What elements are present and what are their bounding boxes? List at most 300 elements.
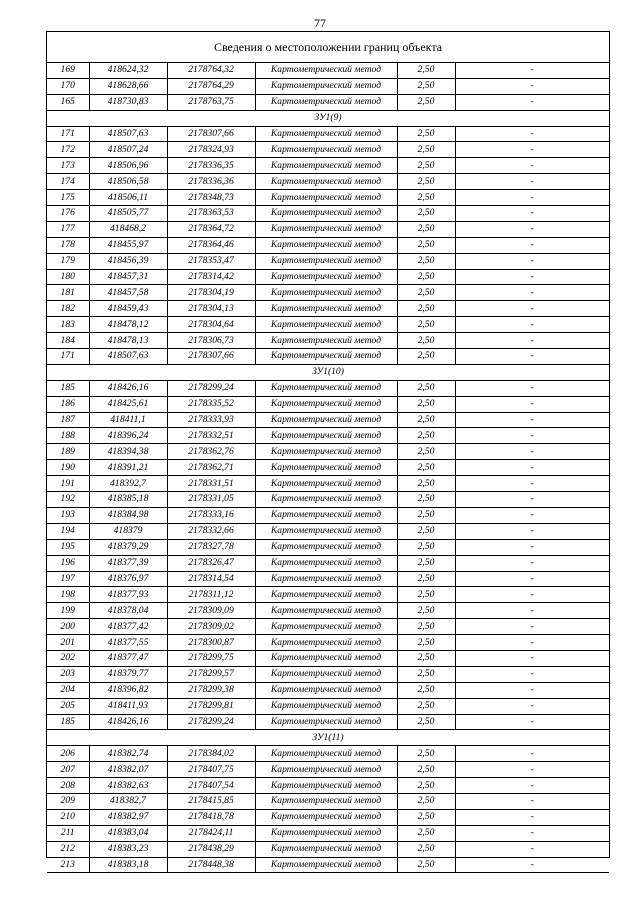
note-cell: - <box>455 301 609 317</box>
method-cell: Картометрический метод <box>255 857 397 873</box>
table-row <box>47 317 609 333</box>
point-number-cell: 199 <box>47 603 89 619</box>
method-cell: Картометрический метод <box>255 523 397 539</box>
table-row <box>47 269 609 285</box>
point-number-cell: 179 <box>47 253 89 269</box>
y-coordinate-cell: 2178299,81 <box>167 698 255 714</box>
y-coordinate-cell: 2178299,24 <box>167 714 255 730</box>
method-cell: Картометрический метод <box>255 158 397 174</box>
table-row <box>47 174 609 190</box>
note-cell: - <box>455 460 609 476</box>
y-coordinate-cell: 2178418,78 <box>167 809 255 825</box>
method-cell: Картометрический метод <box>255 682 397 698</box>
method-cell: Картометрический метод <box>255 746 397 762</box>
accuracy-cell: 2,50 <box>397 825 455 841</box>
x-coordinate-cell: 418382,7 <box>89 793 167 809</box>
note-cell: - <box>455 476 609 492</box>
y-coordinate-cell: 2178407,75 <box>167 762 255 778</box>
point-number-cell: 204 <box>47 682 89 698</box>
point-number-cell: 200 <box>47 619 89 635</box>
accuracy-cell: 2,50 <box>397 619 455 635</box>
method-cell: Картометрический метод <box>255 666 397 682</box>
point-number-cell: 184 <box>47 333 89 349</box>
note-cell: - <box>455 682 609 698</box>
point-number-cell: 209 <box>47 793 89 809</box>
section-label: ЗУ1(11) <box>47 730 609 746</box>
y-coordinate-cell: 2178300,87 <box>167 635 255 651</box>
y-coordinate-cell: 2178331,05 <box>167 492 255 508</box>
y-coordinate-cell: 2178304,64 <box>167 317 255 333</box>
y-coordinate-cell: 2178424,11 <box>167 825 255 841</box>
accuracy-cell: 2,50 <box>397 809 455 825</box>
note-cell: - <box>455 698 609 714</box>
y-coordinate-cell: 2178299,75 <box>167 650 255 666</box>
y-coordinate-cell: 2178304,19 <box>167 285 255 301</box>
point-number-cell: 171 <box>47 349 89 365</box>
point-number-cell: 198 <box>47 587 89 603</box>
table-row <box>47 571 609 587</box>
x-coordinate-cell: 418507,63 <box>89 349 167 365</box>
y-coordinate-cell: 2178333,93 <box>167 412 255 428</box>
accuracy-cell: 2,50 <box>397 507 455 523</box>
table-row <box>47 778 609 794</box>
table-row <box>47 206 609 222</box>
x-coordinate-cell: 418506,96 <box>89 158 167 174</box>
table-row <box>47 825 609 841</box>
point-number-cell: 186 <box>47 396 89 412</box>
accuracy-cell: 2,50 <box>397 523 455 539</box>
note-cell: - <box>455 809 609 825</box>
method-cell: Картометрический метод <box>255 714 397 730</box>
x-coordinate-cell: 418455,97 <box>89 237 167 253</box>
x-coordinate-cell: 418382,74 <box>89 746 167 762</box>
note-cell: - <box>455 412 609 428</box>
accuracy-cell: 2,50 <box>397 460 455 476</box>
point-number-cell: 195 <box>47 539 89 555</box>
note-cell: - <box>455 174 609 190</box>
method-cell: Картометрический метод <box>255 253 397 269</box>
point-number-cell: 182 <box>47 301 89 317</box>
note-cell: - <box>455 333 609 349</box>
note-cell: - <box>455 78 609 94</box>
x-coordinate-cell: 418383,23 <box>89 841 167 857</box>
x-coordinate-cell: 418507,63 <box>89 126 167 142</box>
accuracy-cell: 2,50 <box>397 650 455 666</box>
x-coordinate-cell: 418383,18 <box>89 857 167 873</box>
table-row <box>47 714 609 730</box>
accuracy-cell: 2,50 <box>397 587 455 603</box>
table-row <box>47 809 609 825</box>
note-cell: - <box>455 507 609 523</box>
accuracy-cell: 2,50 <box>397 666 455 682</box>
method-cell: Картометрический метод <box>255 396 397 412</box>
x-coordinate-cell: 418379,77 <box>89 666 167 682</box>
table-row <box>47 237 609 253</box>
point-number-cell: 188 <box>47 428 89 444</box>
table-row <box>47 63 609 78</box>
y-coordinate-cell: 2178299,38 <box>167 682 255 698</box>
method-cell: Картометрический метод <box>255 142 397 158</box>
point-number-cell: 169 <box>47 63 89 78</box>
note-cell: - <box>455 492 609 508</box>
point-number-cell: 202 <box>47 650 89 666</box>
point-number-cell: 208 <box>47 778 89 794</box>
note-cell: - <box>455 94 609 110</box>
method-cell: Картометрический метод <box>255 444 397 460</box>
accuracy-cell: 2,50 <box>397 444 455 460</box>
point-number-cell: 181 <box>47 285 89 301</box>
method-cell: Картометрический метод <box>255 825 397 841</box>
note-cell: - <box>455 428 609 444</box>
point-number-cell: 172 <box>47 142 89 158</box>
coordinates-table <box>47 63 609 873</box>
x-coordinate-cell: 418425,61 <box>89 396 167 412</box>
x-coordinate-cell: 418506,11 <box>89 190 167 206</box>
y-coordinate-cell: 2178299,57 <box>167 666 255 682</box>
y-coordinate-cell: 2178314,54 <box>167 571 255 587</box>
point-number-cell: 210 <box>47 809 89 825</box>
point-number-cell: 180 <box>47 269 89 285</box>
method-cell: Картометрический метод <box>255 269 397 285</box>
note-cell: - <box>455 221 609 237</box>
table-row <box>47 841 609 857</box>
note-cell: - <box>455 317 609 333</box>
page-number: 77 <box>314 16 326 30</box>
method-cell: Картометрический метод <box>255 380 397 396</box>
x-coordinate-cell: 418377,42 <box>89 619 167 635</box>
method-cell: Картометрический метод <box>255 460 397 476</box>
y-coordinate-cell: 2178384,02 <box>167 746 255 762</box>
accuracy-cell: 2,50 <box>397 762 455 778</box>
note-cell: - <box>455 603 609 619</box>
point-number-cell: 194 <box>47 523 89 539</box>
table-row <box>47 635 609 651</box>
y-coordinate-cell: 2178348,73 <box>167 190 255 206</box>
method-cell: Картометрический метод <box>255 94 397 110</box>
x-coordinate-cell: 418506,58 <box>89 174 167 190</box>
y-coordinate-cell: 2178364,72 <box>167 221 255 237</box>
y-coordinate-cell: 2178438,29 <box>167 841 255 857</box>
y-coordinate-cell: 2178331,51 <box>167 476 255 492</box>
note-cell: - <box>455 555 609 571</box>
note-cell: - <box>455 285 609 301</box>
x-coordinate-cell: 418478,12 <box>89 317 167 333</box>
accuracy-cell: 2,50 <box>397 492 455 508</box>
accuracy-cell: 2,50 <box>397 94 455 110</box>
method-cell: Картометрический метод <box>255 539 397 555</box>
method-cell: Картометрический метод <box>255 206 397 222</box>
table-row <box>47 523 609 539</box>
note-cell: - <box>455 825 609 841</box>
x-coordinate-cell: 418478,13 <box>89 333 167 349</box>
y-coordinate-cell: 2178309,02 <box>167 619 255 635</box>
method-cell: Картометрический метод <box>255 301 397 317</box>
y-coordinate-cell: 2178309,09 <box>167 603 255 619</box>
table-row <box>47 857 609 873</box>
note-cell: - <box>455 523 609 539</box>
x-coordinate-cell: 418383,04 <box>89 825 167 841</box>
point-number-cell: 187 <box>47 412 89 428</box>
note-cell: - <box>455 714 609 730</box>
accuracy-cell: 2,50 <box>397 253 455 269</box>
accuracy-cell: 2,50 <box>397 396 455 412</box>
boundary-table-frame <box>46 31 610 870</box>
note-cell: - <box>455 635 609 651</box>
point-number-cell: 203 <box>47 666 89 682</box>
table-row <box>47 412 609 428</box>
note-cell: - <box>455 63 609 78</box>
x-coordinate-cell: 418628,66 <box>89 78 167 94</box>
note-cell: - <box>455 126 609 142</box>
y-coordinate-cell: 2178307,66 <box>167 349 255 365</box>
x-coordinate-cell: 418624,32 <box>89 63 167 78</box>
accuracy-cell: 2,50 <box>397 78 455 94</box>
table-row <box>47 762 609 778</box>
x-coordinate-cell: 418507,24 <box>89 142 167 158</box>
method-cell: Картометрический метод <box>255 63 397 78</box>
accuracy-cell: 2,50 <box>397 746 455 762</box>
note-cell: - <box>455 142 609 158</box>
method-cell: Картометрический метод <box>255 190 397 206</box>
accuracy-cell: 2,50 <box>397 571 455 587</box>
accuracy-cell: 2,50 <box>397 349 455 365</box>
method-cell: Картометрический метод <box>255 762 397 778</box>
table-row <box>47 158 609 174</box>
table-row <box>47 682 609 698</box>
x-coordinate-cell: 418382,97 <box>89 809 167 825</box>
point-number-cell: 165 <box>47 94 89 110</box>
x-coordinate-cell: 418426,16 <box>89 380 167 396</box>
note-cell: - <box>455 349 609 365</box>
note-cell: - <box>455 857 609 873</box>
y-coordinate-cell: 2178314,42 <box>167 269 255 285</box>
x-coordinate-cell: 418376,97 <box>89 571 167 587</box>
method-cell: Картометрический метод <box>255 221 397 237</box>
x-coordinate-cell: 418379 <box>89 523 167 539</box>
y-coordinate-cell: 2178335,52 <box>167 396 255 412</box>
table-row <box>47 746 609 762</box>
y-coordinate-cell: 2178362,76 <box>167 444 255 460</box>
y-coordinate-cell: 2178764,29 <box>167 78 255 94</box>
y-coordinate-cell: 2178415,85 <box>167 793 255 809</box>
accuracy-cell: 2,50 <box>397 142 455 158</box>
x-coordinate-cell: 418396,82 <box>89 682 167 698</box>
point-number-cell: 192 <box>47 492 89 508</box>
note-cell: - <box>455 841 609 857</box>
y-coordinate-cell: 2178332,51 <box>167 428 255 444</box>
section-row <box>47 730 609 746</box>
y-coordinate-cell: 2178332,66 <box>167 523 255 539</box>
x-coordinate-cell: 418411,1 <box>89 412 167 428</box>
x-coordinate-cell: 418385,18 <box>89 492 167 508</box>
y-coordinate-cell: 2178362,71 <box>167 460 255 476</box>
note-cell: - <box>455 778 609 794</box>
x-coordinate-cell: 418382,63 <box>89 778 167 794</box>
accuracy-cell: 2,50 <box>397 412 455 428</box>
coordinates-table-body <box>47 63 609 873</box>
table-row <box>47 126 609 142</box>
table-row <box>47 94 609 110</box>
point-number-cell: 185 <box>47 714 89 730</box>
note-cell: - <box>455 206 609 222</box>
x-coordinate-cell: 418459,43 <box>89 301 167 317</box>
point-number-cell: 170 <box>47 78 89 94</box>
method-cell: Картометрический метод <box>255 619 397 635</box>
note-cell: - <box>455 587 609 603</box>
section-label: ЗУ1(10) <box>47 364 609 380</box>
note-cell: - <box>455 571 609 587</box>
table-row <box>47 78 609 94</box>
table-row <box>47 444 609 460</box>
table-row <box>47 142 609 158</box>
y-coordinate-cell: 2178306,73 <box>167 333 255 349</box>
method-cell: Картометрический метод <box>255 333 397 349</box>
x-coordinate-cell: 418384,98 <box>89 507 167 523</box>
method-cell: Картометрический метод <box>255 571 397 587</box>
y-coordinate-cell: 2178363,53 <box>167 206 255 222</box>
table-row <box>47 396 609 412</box>
y-coordinate-cell: 2178764,32 <box>167 63 255 78</box>
accuracy-cell: 2,50 <box>397 285 455 301</box>
table-row <box>47 539 609 555</box>
table-row <box>47 666 609 682</box>
note-cell: - <box>455 539 609 555</box>
point-number-cell: 177 <box>47 221 89 237</box>
y-coordinate-cell: 2178299,24 <box>167 380 255 396</box>
method-cell: Картометрический метод <box>255 428 397 444</box>
table-row <box>47 253 609 269</box>
point-number-cell: 213 <box>47 857 89 873</box>
note-cell: - <box>455 762 609 778</box>
note-cell: - <box>455 190 609 206</box>
method-cell: Картометрический метод <box>255 507 397 523</box>
point-number-cell: 171 <box>47 126 89 142</box>
note-cell: - <box>455 396 609 412</box>
section-row <box>47 364 609 380</box>
accuracy-cell: 2,50 <box>397 603 455 619</box>
y-coordinate-cell: 2178327,78 <box>167 539 255 555</box>
method-cell: Картометрический метод <box>255 349 397 365</box>
accuracy-cell: 2,50 <box>397 63 455 78</box>
method-cell: Картометрический метод <box>255 650 397 666</box>
method-cell: Картометрический метод <box>255 174 397 190</box>
table-row <box>47 492 609 508</box>
x-coordinate-cell: 418426,16 <box>89 714 167 730</box>
accuracy-cell: 2,50 <box>397 635 455 651</box>
y-coordinate-cell: 2178324,93 <box>167 142 255 158</box>
y-coordinate-cell: 2178407,54 <box>167 778 255 794</box>
method-cell: Картометрический метод <box>255 285 397 301</box>
table-row <box>47 333 609 349</box>
accuracy-cell: 2,50 <box>397 126 455 142</box>
table-row <box>47 650 609 666</box>
x-coordinate-cell: 418394,38 <box>89 444 167 460</box>
point-number-cell: 176 <box>47 206 89 222</box>
y-coordinate-cell: 2178448,38 <box>167 857 255 873</box>
accuracy-cell: 2,50 <box>397 221 455 237</box>
table-row <box>47 460 609 476</box>
accuracy-cell: 2,50 <box>397 301 455 317</box>
note-cell: - <box>455 650 609 666</box>
x-coordinate-cell: 418379,29 <box>89 539 167 555</box>
point-number-cell: 197 <box>47 571 89 587</box>
point-number-cell: 201 <box>47 635 89 651</box>
point-number-cell: 185 <box>47 380 89 396</box>
note-cell: - <box>455 444 609 460</box>
method-cell: Картометрический метод <box>255 778 397 794</box>
point-number-cell: 206 <box>47 746 89 762</box>
y-coordinate-cell: 2178763,75 <box>167 94 255 110</box>
method-cell: Картометрический метод <box>255 555 397 571</box>
point-number-cell: 183 <box>47 317 89 333</box>
table-row <box>47 349 609 365</box>
x-coordinate-cell: 418468,2 <box>89 221 167 237</box>
y-coordinate-cell: 2178307,66 <box>167 126 255 142</box>
note-cell: - <box>455 746 609 762</box>
point-number-cell: 190 <box>47 460 89 476</box>
accuracy-cell: 2,50 <box>397 380 455 396</box>
method-cell: Картометрический метод <box>255 793 397 809</box>
method-cell: Картометрический метод <box>255 841 397 857</box>
table-row <box>47 587 609 603</box>
table-row <box>47 190 609 206</box>
note-cell: - <box>455 793 609 809</box>
point-number-cell: 207 <box>47 762 89 778</box>
accuracy-cell: 2,50 <box>397 698 455 714</box>
point-number-cell: 205 <box>47 698 89 714</box>
method-cell: Картометрический метод <box>255 78 397 94</box>
x-coordinate-cell: 418396,24 <box>89 428 167 444</box>
x-coordinate-cell: 418505,77 <box>89 206 167 222</box>
accuracy-cell: 2,50 <box>397 682 455 698</box>
point-number-cell: 193 <box>47 507 89 523</box>
table-row <box>47 428 609 444</box>
accuracy-cell: 2,50 <box>397 555 455 571</box>
method-cell: Картометрический метод <box>255 317 397 333</box>
table-row <box>47 619 609 635</box>
x-coordinate-cell: 418382,07 <box>89 762 167 778</box>
x-coordinate-cell: 418456,39 <box>89 253 167 269</box>
accuracy-cell: 2,50 <box>397 841 455 857</box>
method-cell: Картометрический метод <box>255 492 397 508</box>
note-cell: - <box>455 380 609 396</box>
method-cell: Картометрический метод <box>255 587 397 603</box>
x-coordinate-cell: 418377,55 <box>89 635 167 651</box>
x-coordinate-cell: 418392,7 <box>89 476 167 492</box>
note-cell: - <box>455 269 609 285</box>
point-number-cell: 196 <box>47 555 89 571</box>
accuracy-cell: 2,50 <box>397 317 455 333</box>
method-cell: Картометрический метод <box>255 237 397 253</box>
accuracy-cell: 2,50 <box>397 158 455 174</box>
table-caption: Сведения о местоположении границ объекта <box>47 32 609 63</box>
x-coordinate-cell: 418377,39 <box>89 555 167 571</box>
method-cell: Картометрический метод <box>255 698 397 714</box>
x-coordinate-cell: 418377,93 <box>89 587 167 603</box>
accuracy-cell: 2,50 <box>397 714 455 730</box>
point-number-cell: 212 <box>47 841 89 857</box>
note-cell: - <box>455 666 609 682</box>
y-coordinate-cell: 2178336,36 <box>167 174 255 190</box>
table-row <box>47 507 609 523</box>
y-coordinate-cell: 2178304,13 <box>167 301 255 317</box>
section-row <box>47 110 609 126</box>
method-cell: Картометрический метод <box>255 635 397 651</box>
y-coordinate-cell: 2178336,35 <box>167 158 255 174</box>
note-cell: - <box>455 619 609 635</box>
accuracy-cell: 2,50 <box>397 174 455 190</box>
table-row <box>47 603 609 619</box>
